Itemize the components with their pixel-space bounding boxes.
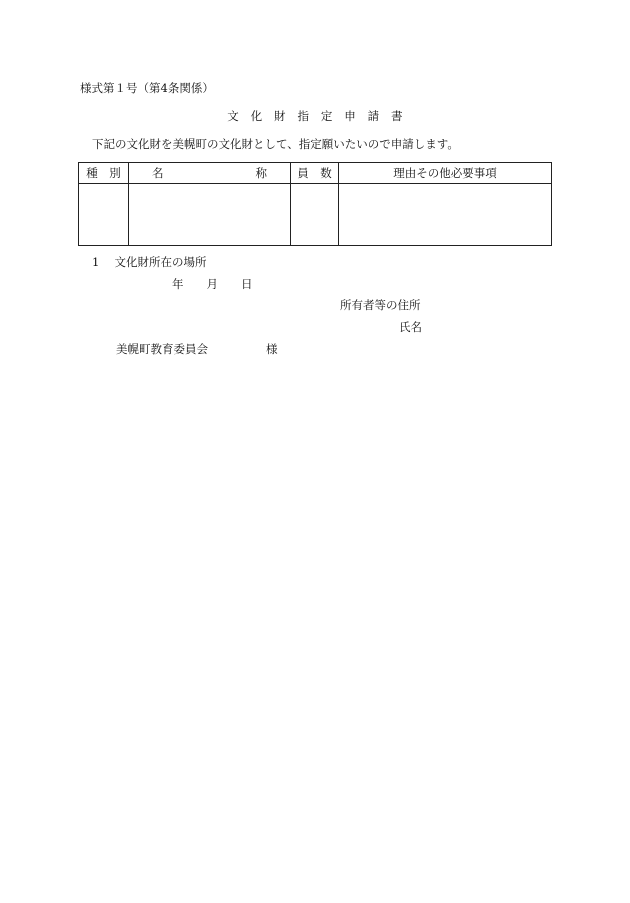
addressee: 美幌町教育委員会 xyxy=(116,342,208,356)
header-type: 種 別 xyxy=(79,163,129,184)
cell-reason[interactable] xyxy=(339,184,552,246)
table-row xyxy=(79,184,552,246)
owner-name-label: 氏名 xyxy=(399,320,422,334)
header-name: 名 称 xyxy=(129,163,291,184)
cell-type[interactable] xyxy=(79,184,129,246)
header-reason: 理由その他必要事項 xyxy=(339,163,552,184)
honorific: 様 xyxy=(266,342,278,356)
document-title: 文 化 財 指 定 申 請 書 xyxy=(227,109,403,123)
cell-name[interactable] xyxy=(129,184,291,246)
application-table xyxy=(78,162,552,246)
form-number: 様式第１号（第4条関係） xyxy=(80,81,214,95)
cell-quantity[interactable] xyxy=(291,184,339,246)
table-header-row xyxy=(79,163,552,184)
intro-text: 下記の文化財を美幌町の文化財として、指定願いたいので申請します。 xyxy=(92,137,459,151)
date-line: 年 月 日 xyxy=(172,277,253,291)
header-quantity: 員 数 xyxy=(291,163,339,184)
owner-address-label: 所有者等の住所 xyxy=(340,298,421,312)
section-location: 1 文化財所在の場所 xyxy=(92,255,207,269)
